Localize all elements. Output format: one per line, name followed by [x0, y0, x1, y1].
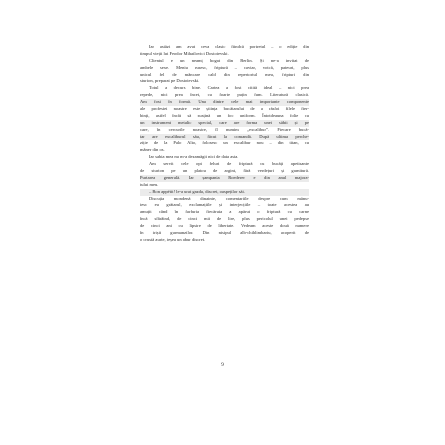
text-line: care, în cercurile noastre, îl numim „excalibur”. Fiecare bucă-	[140, 126, 309, 132]
page-number: 9	[221, 362, 224, 368]
text-line: Totul a decurs bine. Cartea a fost citită ideal – nici prea	[149, 85, 309, 91]
text-line: ziție de la Palo Alto, folosesc un excalibur nou – din titan, cu	[140, 140, 309, 146]
text-line: repede, nici prea încet, cu foarte puțin fum. Literatură clasică.	[140, 92, 309, 98]
text-line: ale profesiei noastre este știința bucătarului de a răsfoi filele fier-	[140, 106, 309, 112]
text-line: Purtarea generală. Iar șampania Roederer e din anul majora-	[140, 174, 309, 180]
text-line: Am servit cele opt feluri de friptură cu bucăți apetisante	[149, 161, 309, 167]
text-line: Iar astăzi am avut ceva clasic fiindcă portretul – o ediție din	[149, 44, 309, 49]
text-line: încă sfârâind, de cinci mii de lire, plus pericolul unei pedepse	[140, 216, 309, 222]
text-line: amuțit când în farfuria fiecăruia a apărut o friptură cu carne	[140, 209, 309, 215]
text-line: Clientul e un neamț bogat din Berlin. Și ne-a invitat de	[149, 57, 309, 63]
text-line: de sturion pe un platou de argint, fără verdețuri și garnitură.	[140, 168, 309, 174]
text-line: iesc eu grătarul, exclamațiile și interjecțiile – toate acestea au	[140, 202, 309, 208]
text-line: Am fost în formă. Una dintre cele mai importante componente	[140, 99, 309, 105]
text-line: mâner din os.	[140, 147, 165, 153]
text-line: tului meu.	[140, 181, 159, 187]
text-line: unicul fel de mâncare cald din repertoriul meu, fripturi din	[140, 71, 309, 77]
text-line: – Bon appétit! le-a urat gazda, discret, oaspeților săi.	[140, 189, 309, 196]
text-line: Iar sabia mea nu m-a dezamăgit nici de data asta.	[149, 154, 239, 160]
text-line: binți, astfel încât să susțină un foc uniform. Întotdeauna folie cu	[140, 112, 309, 118]
text-line: sturion, preparat pe Dostoievski.	[140, 78, 200, 84]
text-line: un instrument metalic special, care are forma unei săbii și pe	[140, 119, 309, 125]
text-line: o crustă aurie, ieșea un abur discret.	[140, 236, 206, 242]
text-line: de cinci ani cu lipsire de libertate. Vedeam aceste două numere	[140, 223, 309, 229]
text-line: ambele sexe. Meniu rusesc, friptură – caviar, votcă, pateuri, plus	[140, 64, 309, 70]
text-line: timpul vieții lui Feodor Mihailovici Dostoievski.	[140, 50, 229, 56]
body-text	[140, 44, 309, 244]
text-line: în irișii gurmanzilor. Din nisipul alb-chihlimbariu, acoperit de	[140, 230, 309, 236]
text-line: tar are excaliburul său, făcut la comandă. După ultima perche-	[140, 133, 309, 139]
text-line: Discuția mondenă dinainte, comentariile despre cum mănu-	[149, 195, 309, 201]
